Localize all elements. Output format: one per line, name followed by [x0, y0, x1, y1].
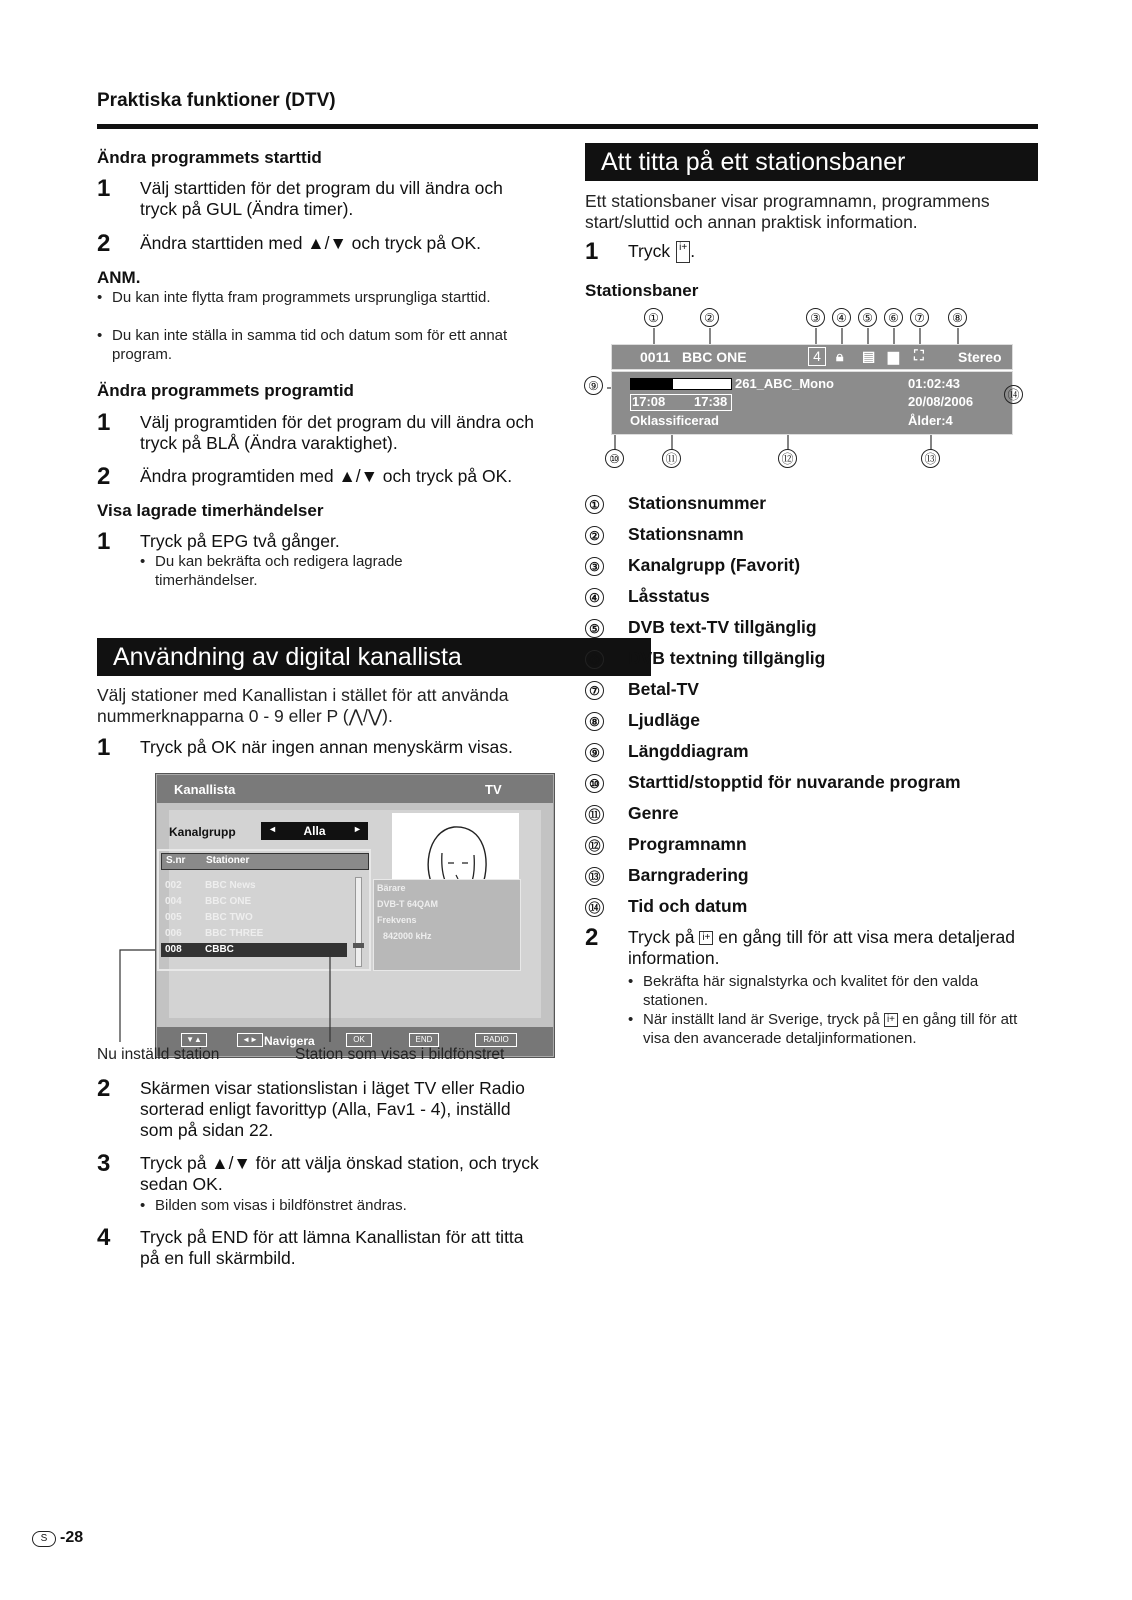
- info-button-icon: i+: [884, 1013, 898, 1027]
- legend-item: [585, 767, 1035, 798]
- table-row[interactable]: [161, 911, 347, 925]
- row-station: BBC News: [205, 880, 256, 891]
- header-rule: [97, 124, 1038, 129]
- callout-6: ⑥: [884, 308, 903, 327]
- row-station: BBC TWO: [205, 912, 253, 923]
- step-timer-1: 1 Tryck på EPG två gånger.: [97, 528, 340, 555]
- legend-number: ⑩: [585, 774, 604, 793]
- callout-10: ⑩: [605, 449, 624, 468]
- legend-label: Låsstatus: [628, 586, 710, 606]
- legend-label: Genre: [628, 803, 679, 823]
- legend-item: [585, 612, 1035, 643]
- step-kanallista-1: 1 Tryck på OK när ingen annan menyskärm visas.: [97, 734, 513, 761]
- legend-number: ⑪: [585, 805, 604, 824]
- legend-number: ③: [585, 557, 604, 576]
- legend-number: ⑤: [585, 619, 604, 638]
- row-number: 006: [165, 928, 182, 939]
- row-station: BBC THREE: [205, 928, 264, 939]
- legend-number: ⑫: [585, 836, 604, 855]
- arrow-left-icon[interactable]: ◄: [268, 824, 277, 834]
- progress-bar: [630, 378, 732, 390]
- group-number: 4: [808, 347, 826, 366]
- callout-7: ⑦: [910, 308, 929, 327]
- caption-preview-station: Station som visas i bildfönstret: [295, 1046, 505, 1063]
- caption-leaders: [110, 940, 350, 1045]
- info-button-icon: i+: [676, 241, 690, 263]
- legend-number: ⑦: [585, 681, 604, 700]
- legend-number: ④: [585, 588, 604, 607]
- legend-number: ⑧: [585, 712, 604, 731]
- legend-item: [585, 736, 1035, 767]
- callout-8: ⑧: [948, 308, 967, 327]
- paytv-icon: ⛶: [914, 347, 924, 363]
- section-title-starttid: Ändra programmets starttid: [97, 148, 322, 167]
- nav-label: Navigera: [264, 1034, 315, 1048]
- step-programtid-1: 1 Välj programtiden för det program du vill ändra och tryck på BLÅ (Ändra varaktighet).: [97, 409, 534, 453]
- legend-item: [585, 643, 1035, 674]
- table-row[interactable]: [161, 879, 347, 893]
- row-number: 005: [165, 912, 182, 923]
- kanallista-intro: Välj stationer med Kanallistan i stället för att använda nummerknapparna 0 - 9 eller P (⋀/⋁).: [97, 685, 509, 726]
- section-title-timer: Visa lagrade timerhändelser: [97, 501, 324, 520]
- legend-number: ②: [585, 526, 604, 545]
- step-kanallista-3: 3 Tryck på ▲/▼ för att välja önskad station, och tryck sedan OK.: [97, 1150, 539, 1194]
- lock-icon: 🔒︎: [836, 348, 844, 364]
- legend-label: Stationsnummer: [628, 493, 767, 513]
- section-title-programtid: Ändra programmets programtid: [97, 381, 354, 400]
- callout-9: ⑨: [584, 376, 603, 395]
- note-bullet-2: • Du kan inte ställa in samma tid och datum som för ett annat program.: [97, 327, 508, 363]
- updown-icon[interactable]: ▼▲: [181, 1033, 207, 1047]
- step3-bullet: • Bilden som visas i bildfönstret ändras.: [140, 1197, 407, 1214]
- timer-bullet: • Du kan bekräfta och redigera lagrade timerhändelser.: [140, 553, 403, 589]
- legend-list: [585, 488, 1035, 922]
- teletext-icon: ▤: [862, 348, 876, 364]
- step-programtid-2: 2 Ändra programtiden med ▲/▼ och tryck på OK.: [97, 463, 513, 490]
- legend-number: ⑬: [585, 867, 604, 886]
- page-header: Praktiska funktioner (DTV): [97, 90, 336, 111]
- legend-item: [585, 581, 1035, 612]
- screen-mode: TV: [485, 782, 502, 797]
- legend-label: DVB text-TV tillgänglig: [628, 617, 817, 637]
- legend-number: ⑨: [585, 743, 604, 762]
- legend-label: Barngradering: [628, 865, 749, 885]
- legend-number: ①: [585, 495, 604, 514]
- step-starttid-1: 1 Välj starttiden för det program du vill ändra och tryck på GUL (Ändra timer).: [97, 175, 503, 219]
- legend-label: Programnamn: [628, 834, 747, 854]
- group-selector[interactable]: [261, 822, 368, 840]
- banner-bottom-rows: 261_ABC_Mono 01:02:43 17:08 17:38 20/08/2006 Oklassificerad Ålder:4: [611, 371, 1013, 435]
- legend-item: [585, 860, 1035, 891]
- callout-11: ⑪: [662, 449, 681, 468]
- radio-button[interactable]: RADIO: [475, 1033, 517, 1047]
- legend-item: [585, 829, 1035, 860]
- callout-12: ⑫: [778, 449, 797, 468]
- note-title: ANM.: [97, 268, 141, 287]
- ok-button[interactable]: OK: [346, 1033, 372, 1047]
- step2-bullet-2: • När inställt land är Sverige, tryck på i+ en gång till för att visa den avancerade detaljinformationen.: [628, 1011, 1018, 1047]
- step-kanallista-2: 2 Skärmen visar stationslistan i läget TV eller Radio sorterad enligt favorittyp (Alla, Fav1 - 4), inställd som på sidan 22.: [97, 1075, 525, 1140]
- legend-item: [585, 674, 1035, 705]
- step2-bullet-1: • Bekräfta här signalstyrka och kvalitet för den valda stationen.: [628, 973, 979, 1009]
- scrollbar-thumb[interactable]: [353, 943, 364, 948]
- step-kanallista-4: 4 Tryck på END för att lämna Kanallistan för att titta på en full skärmbild.: [97, 1224, 524, 1268]
- list-header: S.nr Stationer: [161, 853, 369, 870]
- caption-current-station: Nu inställd station: [97, 1046, 220, 1063]
- table-row[interactable]: [161, 895, 347, 909]
- language-badge: S: [32, 1531, 56, 1547]
- callout-5: ⑤: [858, 308, 877, 327]
- list-scrollbar[interactable]: [355, 877, 362, 967]
- legend-item: [585, 705, 1035, 736]
- legend-label: DVB textning tillgänglig: [628, 648, 826, 668]
- callout-3: ③: [806, 308, 825, 327]
- step-stationsbaner-1: 1 Tryck i+ .: [585, 238, 696, 265]
- step-stationsbaner-2: 2 Tryck på i+ en gång till för att visa mera detaljerad information.: [585, 924, 1015, 968]
- legend-label: Tid och datum: [628, 896, 748, 916]
- legend-item: [585, 488, 1035, 519]
- leftright-icon[interactable]: ◄►: [237, 1033, 263, 1047]
- legend-number: ⑥: [585, 650, 604, 669]
- callout-2: ②: [700, 308, 719, 327]
- subtitle-icon: ▆: [888, 348, 899, 364]
- group-label: Kanalgrupp: [169, 825, 236, 839]
- table-row[interactable]: [161, 927, 347, 941]
- station-banner-diagram: [585, 308, 1035, 483]
- row-station: BBC ONE: [205, 896, 252, 907]
- page-number: -28: [60, 1529, 84, 1546]
- legend-label: Längddiagram: [628, 741, 749, 761]
- screen-title: Kanallista: [174, 782, 236, 797]
- callout-1: ①: [644, 308, 663, 327]
- callout-14: ⑭: [1004, 385, 1023, 404]
- arrow-right-icon[interactable]: ►: [353, 824, 362, 834]
- section-banner-kanallista: Användning av digital kanallista: [97, 638, 651, 676]
- legend-label: Kanalgrupp (Favorit): [628, 555, 801, 575]
- note-bullet-1: • Du kan inte flytta fram programmets ursprungliga starttid.: [97, 289, 491, 306]
- end-button[interactable]: END: [409, 1033, 439, 1047]
- legend-item: [585, 519, 1035, 550]
- info-panel: Bärare DVB-T 64QAM Frekvens 842000 kHz: [373, 879, 521, 971]
- row-number: 008: [165, 944, 182, 955]
- legend-item: [585, 550, 1035, 581]
- group-value: Alla: [303, 824, 326, 838]
- stationsbaner-intro: Ett stationsbaner visar programnamn, programmens start/sluttid och annan praktisk information.: [585, 191, 990, 232]
- step-starttid-2: 2 Ändra starttiden med ▲/▼ och tryck på OK.: [97, 230, 482, 257]
- banner-top-row: 0011 BBC ONE 4 🔒︎ ▤ ▆ ⛶ Stereo: [611, 344, 1013, 370]
- callout-4: ④: [832, 308, 851, 327]
- row-station: CBBC: [205, 944, 234, 955]
- info-button-icon: i+: [699, 931, 713, 945]
- legend-label: Starttid/stopptid för nuvarande program: [628, 772, 961, 792]
- callout-13: ⑬: [921, 449, 940, 468]
- legend-item: [585, 798, 1035, 829]
- legend-label: Betal-TV: [628, 679, 699, 699]
- stationsbaner-subtitle: Stationsbaner: [585, 281, 699, 300]
- row-number: 004: [165, 896, 182, 907]
- legend-item: [585, 891, 1035, 922]
- legend-label: Ljudläge: [628, 710, 700, 730]
- row-number: 002: [165, 880, 182, 891]
- legend-label: Stationsnamn: [628, 524, 744, 544]
- legend-number: ⑭: [585, 898, 604, 917]
- section-banner-stationsbaner: Att titta på ett stationsbaner: [585, 143, 1038, 181]
